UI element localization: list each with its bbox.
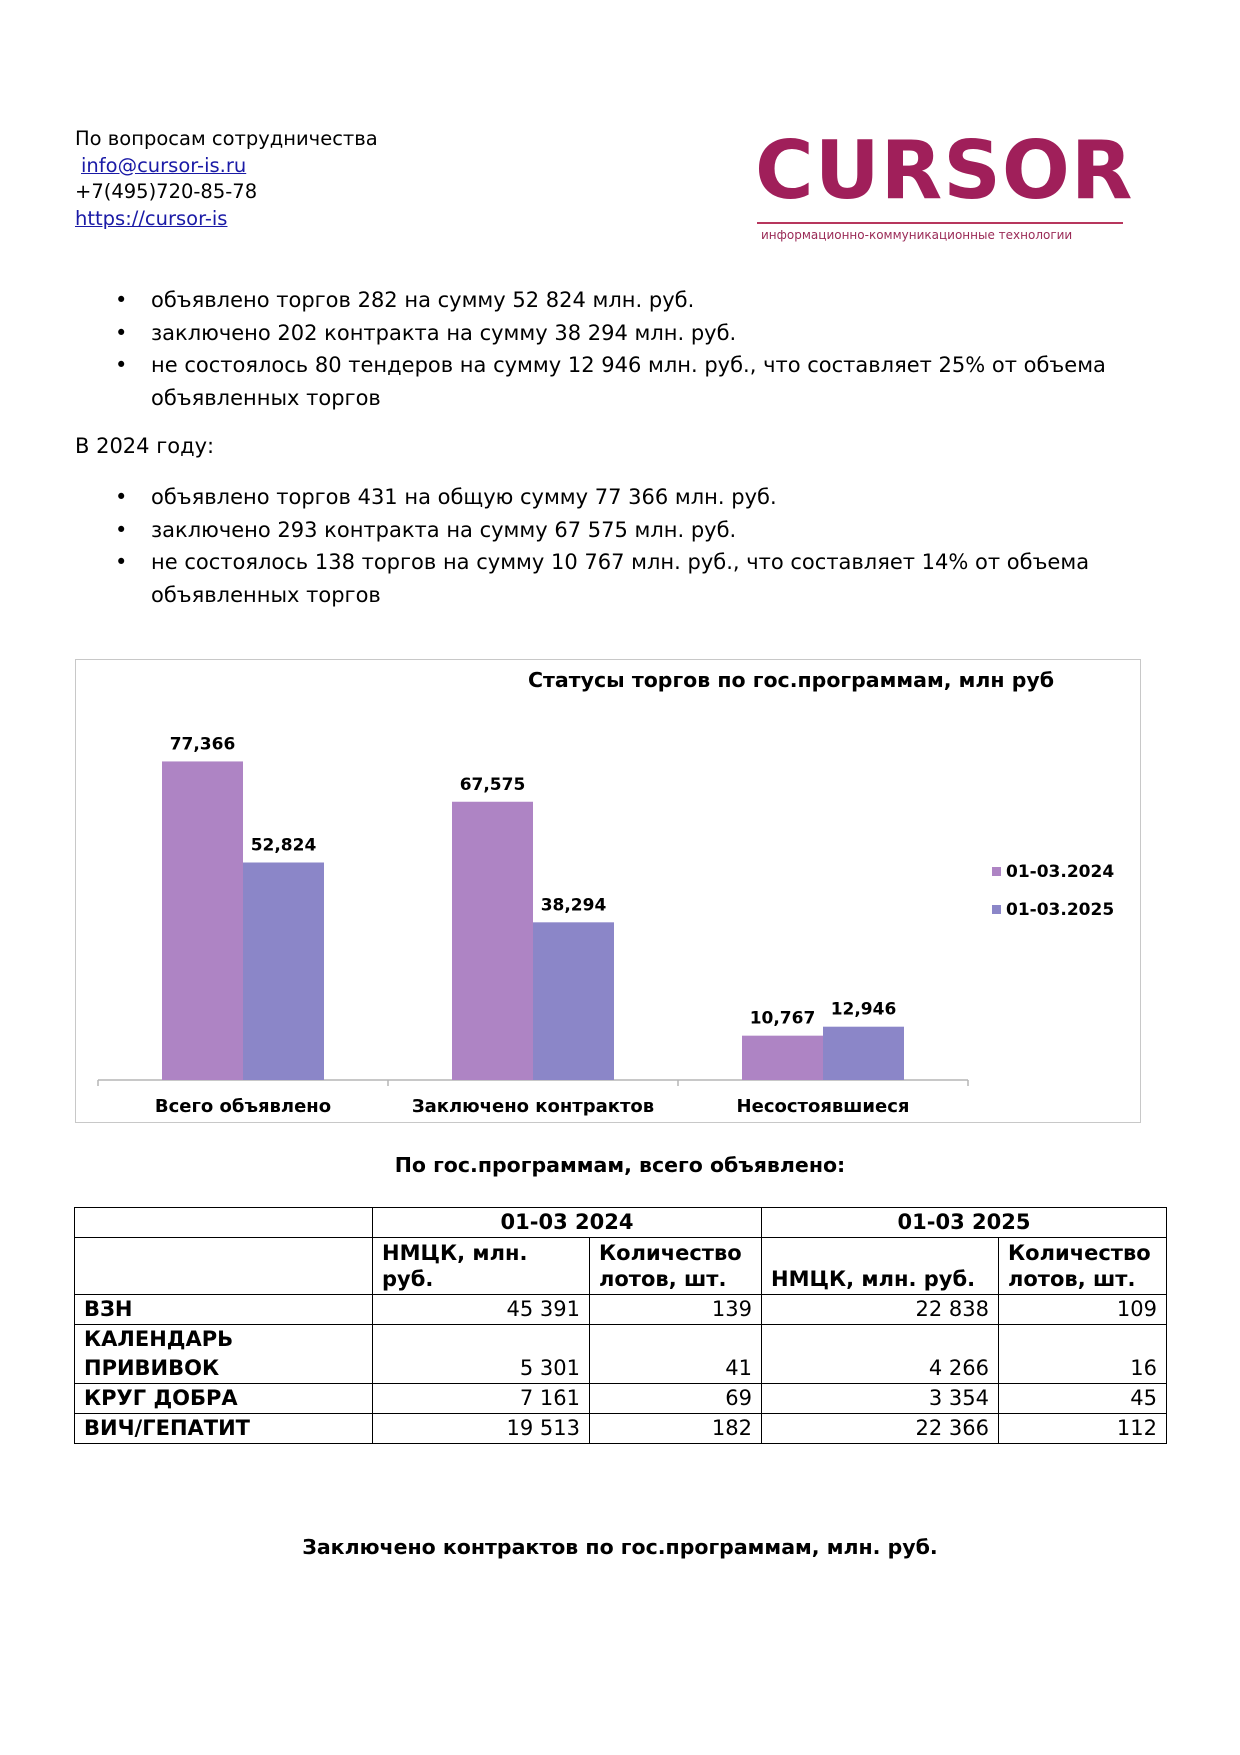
row-name: ВИЧ/ГЕПАТИТ <box>75 1414 373 1444</box>
table-row <box>75 1295 1167 1325</box>
logo-rule <box>757 222 1123 224</box>
contact-block <box>75 126 378 232</box>
contact-heading: По вопросам сотрудничества <box>75 127 378 150</box>
bullets-2025 <box>75 284 1165 414</box>
list-item: • объявлено торгов 431 на общую сумму 77 366 млн. руб. <box>75 481 1165 514</box>
table-cell: 22 366 <box>762 1414 999 1444</box>
category-label: Заключено контрактов <box>411 1096 655 1117</box>
category-label: Всего объявлено <box>154 1096 332 1117</box>
data-label: 38,294 <box>540 895 607 916</box>
year-heading: В 2024 году: <box>75 434 215 458</box>
cursor-logo <box>755 124 1134 251</box>
row-name: КАЛЕНДАРЬ ПРИВИВОК <box>75 1325 373 1384</box>
table-cell: 45 <box>999 1384 1167 1414</box>
table-corner <box>75 1208 373 1238</box>
category-label: Несостоявшиеся <box>736 1096 910 1117</box>
table-cell: 112 <box>999 1414 1167 1444</box>
table-cell: 41 <box>590 1325 762 1384</box>
logo-wordmark: CURSOR <box>755 124 1134 217</box>
data-label: 67,575 <box>459 774 526 795</box>
bar <box>243 862 324 1080</box>
table-corner <box>75 1238 373 1295</box>
chart-svg <box>76 660 1140 1122</box>
row-name: КРУГ ДОБРА <box>75 1384 373 1414</box>
table-cell: 16 <box>999 1325 1167 1384</box>
bar <box>742 1036 823 1080</box>
list-item: • заключено 293 контракта на сумму 67 575 млн. руб. <box>75 514 1165 547</box>
table-cell: 7 161 <box>373 1384 590 1414</box>
website-link[interactable]: https://cursor-is <box>75 206 228 230</box>
table-cell: 139 <box>590 1295 762 1325</box>
table-cell: 69 <box>590 1384 762 1414</box>
list-item: • не состоялось 80 тендеров на сумму 12 946 млн. руб., что составляет 25% от объема объявленных торгов <box>75 349 1165 414</box>
table-cell: 182 <box>590 1414 762 1444</box>
table-title: По гос.программам, всего объявлено: <box>394 1153 846 1177</box>
data-label: 52,824 <box>250 835 317 856</box>
list-item: • не состоялось 138 торгов на сумму 10 767 млн. руб., что составляет 14% от объема объявленных торгов <box>75 546 1165 611</box>
bar <box>162 761 243 1080</box>
table-cell: 45 391 <box>373 1295 590 1325</box>
table-cell: 19 513 <box>373 1414 590 1444</box>
table-row <box>75 1325 1167 1384</box>
table-cell: 5 301 <box>373 1325 590 1384</box>
period-header: 01-03 2024 <box>373 1208 762 1238</box>
legend-swatch <box>992 905 1001 914</box>
table-cell: 3 354 <box>762 1384 999 1414</box>
legend-swatch <box>992 867 1001 876</box>
data-label: 12,946 <box>830 999 897 1020</box>
table-cell: 4 266 <box>762 1325 999 1384</box>
column-header: Количество лотов, шт. <box>999 1238 1167 1295</box>
table-cell: 109 <box>999 1295 1167 1325</box>
status-chart <box>75 659 1141 1123</box>
chart-title: Статусы торгов по гос.программам, млн руб <box>528 668 1055 692</box>
bar <box>452 802 533 1080</box>
bar <box>533 922 614 1080</box>
column-header: НМЦК, млн. руб. <box>762 1238 999 1295</box>
row-name: ВЗН <box>75 1295 373 1325</box>
table-row <box>75 1414 1167 1444</box>
bullets-2024 <box>75 481 1165 611</box>
table-cell: 22 838 <box>762 1295 999 1325</box>
column-header: Количество лотов, шт. <box>590 1238 762 1295</box>
section-title: Заключено контрактов по гос.программам, млн. руб. <box>302 1535 938 1559</box>
period-header: 01-03 2025 <box>762 1208 1167 1238</box>
programs-table <box>74 1207 1167 1444</box>
data-label: 10,767 <box>749 1008 816 1029</box>
list-item: • объявлено торгов 282 на сумму 52 824 млн. руб. <box>75 284 1165 317</box>
column-header: НМЦК, млн. руб. <box>373 1238 590 1295</box>
legend-label: 01-03.2025 <box>1006 900 1115 920</box>
data-label: 77,366 <box>169 734 236 755</box>
legend-label: 01-03.2024 <box>1006 862 1115 882</box>
list-item: • заключено 202 контракта на сумму 38 294 млн. руб. <box>75 317 1165 350</box>
email-link[interactable]: info@cursor-is.ru <box>81 153 247 177</box>
logo-tagline: информационно-коммуникационные технологии <box>761 228 1073 242</box>
phone-number: +7(495)720-85-78 <box>75 180 258 203</box>
bar <box>823 1027 904 1080</box>
table-row <box>75 1384 1167 1414</box>
